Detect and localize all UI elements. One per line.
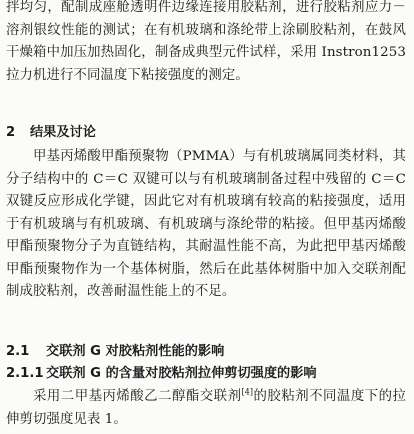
paragraph-text-after-citation: 的胶粘剂不同温度下的拉伸剪切强度见表 1。 [6, 389, 407, 427]
section-title: 结果及讨论 [30, 125, 96, 140]
section-2-heading [6, 123, 96, 143]
section-number: 2.1.1 [6, 366, 44, 381]
section-2-1-1-heading [6, 364, 317, 384]
section-2-paragraph: 甲基丙烯酸甲酯预聚物（PMMA）与有机玻璃属同类材料，其分子结构中的 C＝C 双键可以与有机玻璃制备过程中残留的 C＝C 双键反应形成化学键，因此它对有机玻璃有较高的粘接强度，适用于有机玻璃与有机玻璃、有机玻璃与涤纶带的粘接。但甲基丙烯酸甲酯预聚物分子为直链结构，其耐温性能不高，为此把甲基丙烯酸甲酯预聚物作为一个基体树脂，然后在此基体树脂中加入交联剂配制成胶粘剂，改善耐温性能上的不足。 [6, 149, 406, 299]
paragraph-text-before-citation: 采用二甲基丙烯酸乙二醇酯交联剂 [33, 389, 242, 404]
intro-paragraph: 拌均匀，配制成座舱透明件边缘连接用胶粘剂，进行胶粘剂应力－溶剂银纹性能的测试；在有机玻璃和涤纶带上涂刷胶粘剂，在鼓风干燥箱中加压加热固化，制备成典型元件试样，采用 Instron1253 拉力机进行不同温度下粘接强度的测定。 [6, 0, 406, 83]
section-title: 交联剂 G 的含量对胶粘剂拉伸剪切强度的影响 [46, 366, 317, 381]
section-2-1-1-paragraph [6, 386, 406, 431]
section-number: 2 [6, 125, 16, 140]
section-number: 2.1 [6, 344, 30, 359]
section-title: 交联剂 G 对胶粘剂性能的影响 [46, 344, 225, 359]
section-2-1-heading [6, 342, 224, 362]
citation-reference: [4] [241, 387, 254, 397]
